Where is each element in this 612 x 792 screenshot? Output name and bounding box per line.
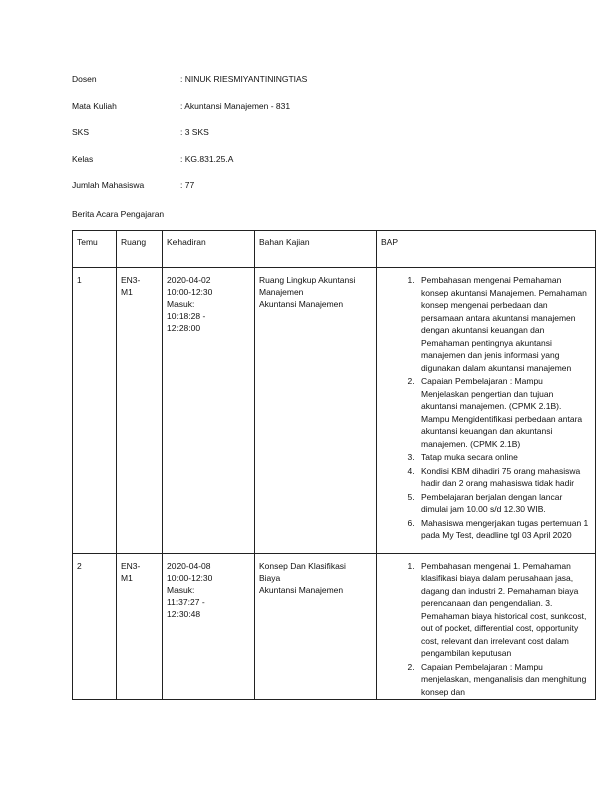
cell-bahan-kajian: Ruang Lingkup Akuntansi Manajemen Akuntansi Manajemen <box>255 268 377 554</box>
cell-bap <box>377 553 596 700</box>
info-label: Mata Kuliah <box>72 100 117 111</box>
header-temu: Temu <box>73 231 117 268</box>
info-row-jumlah-mahasiswa <box>72 180 307 207</box>
info-row-dosen <box>72 74 307 101</box>
header-ruang: Ruang <box>117 231 163 268</box>
bap-item: 4. Kondisi KBM dihadiri 75 orang mahasiswa hadir dan 2 orang mahasiswa tidak hadir <box>417 465 591 490</box>
cell-ruang: EN3- M1 <box>117 553 163 700</box>
cell-kehadiran: 2020-04-08 10:00-12:30 Masuk: 11:37:27 - 12:30:48 <box>163 553 255 700</box>
course-info <box>72 74 307 207</box>
info-label: Dosen <box>72 74 97 84</box>
info-value: : KG.831.25.A <box>180 153 234 164</box>
info-row-sks <box>72 127 307 154</box>
bap-item: 2. Capaian Pembelajaran : Mampu menjelaskan, menganalisis dan menghitung konsep dan <box>417 661 591 699</box>
info-row-mata-kuliah <box>72 101 307 128</box>
cell-bahan-kajian: Konsep Dan Klasifikasi Biaya Akuntansi Manajemen <box>255 553 377 700</box>
bap-item: 2. Capaian Pembelajaran : Mampu Menjelaskan pengertian dan tujuan akuntansi manajemen. (CPMK 2.1B). Mampu Mengidentifikasi perbedaan antara akuntansi keuangan dan akuntansi manajemen. (CPMK 2.1B) <box>417 375 591 450</box>
bap-item: 1. Pembahasan mengenai 1. Pemahaman klasifikasi biaya dalam perusahaan jasa, dagang dan industri 2. Pemahaman biaya perencanaan dan pengendalian. 3. Pemahaman biaya historical cost, sunkcost, out of pocket, differential cost, opportunity cost, relevant dan irrelevant cost dalam pengambilan keputusan <box>417 560 591 660</box>
info-value: : Akuntansi Manajemen - 831 <box>180 100 291 111</box>
cell-kehadiran: 2020-04-02 10:00-12:30 Masuk: 10:18:28 - 12:28:00 <box>163 268 255 554</box>
header-kehadiran: Kehadiran <box>163 231 255 268</box>
info-value: : 3 SKS <box>180 127 209 137</box>
cell-bap <box>377 268 596 554</box>
header-bahan-kajian: Bahan Kajian <box>255 231 377 268</box>
info-label: Kelas <box>72 153 94 164</box>
section-title: Berita Acara Pengajaran <box>72 209 165 219</box>
bap-list <box>381 560 591 699</box>
info-value: : 77 <box>180 180 195 190</box>
cell-temu: 1 <box>73 268 117 554</box>
table-header-row <box>73 231 596 268</box>
cell-ruang: EN3- M1 <box>117 268 163 554</box>
bap-item: 1. Pembahasan mengenai Pemahaman konsep akuntansi Manajemen. Pemahaman konsep mengenai perbedaan dan persamaan antara akuntansi manajemen dengan akuntansi keuangan dan Pemahaman pentingnya akuntansi manajemen dan jenis informasi yang digunakan dalam akuntansi manajemen <box>417 274 591 374</box>
table-row <box>73 268 596 554</box>
header-bap: BAP <box>377 231 596 268</box>
bap-item: 3. Tatap muka secara online <box>417 451 591 464</box>
bap-item: 5. Pembelajaran berjalan dengan lancar dimulai jam 10.00 s/d 12.30 WIB. <box>417 491 591 516</box>
cell-temu: 2 <box>73 553 117 700</box>
info-value: : NINUK RIESMIYANTININGTIAS <box>180 74 308 84</box>
info-label: Jumlah Mahasiswa <box>72 180 145 190</box>
teaching-record-table <box>72 230 596 700</box>
bap-list <box>381 274 591 542</box>
info-label: SKS <box>72 127 90 137</box>
bap-item: 6. Mahasiswa mengerjakan tugas pertemuan 1 pada My Test, deadline tgl 03 April 2020 <box>417 517 591 542</box>
info-row-kelas <box>72 154 307 181</box>
table-row <box>73 553 596 700</box>
